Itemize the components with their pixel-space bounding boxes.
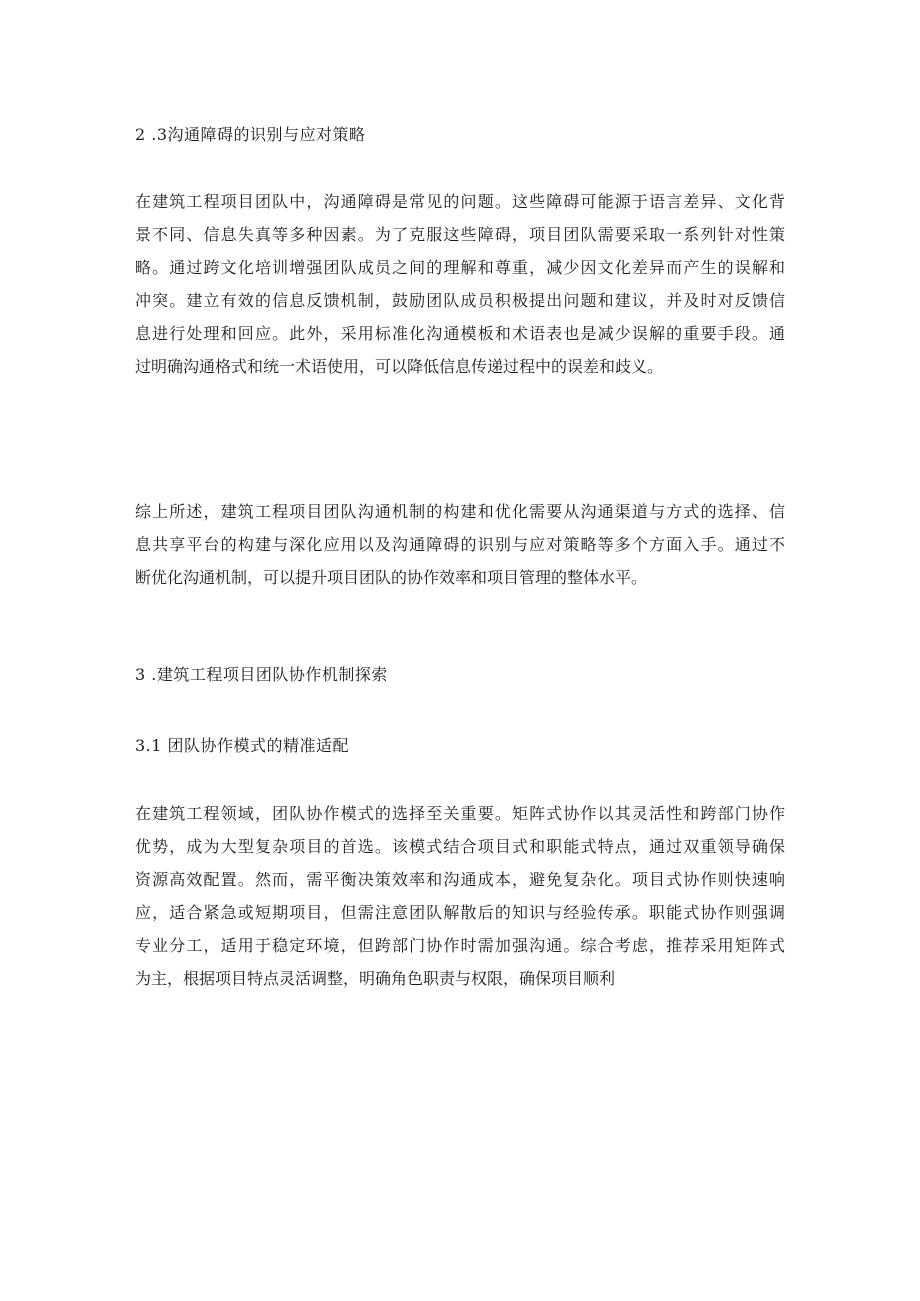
paragraph-line: 冲突。建立有效的信息反馈机制，鼓励团队成员积极提出问题和建议，并及时对反馈信 <box>135 291 785 310</box>
paragraph-line: 过明确沟通格式和统一术语使用，可以降低信息传递过程中的误差和歧义。 <box>135 357 664 376</box>
paragraph-line: 景不同、信息失真等多种因素。为了克服这些障碍，项目团队需要采取一系列针对性策 <box>135 225 785 244</box>
paragraph-summary <box>135 495 785 594</box>
paragraph-line: 专业分工，适用于稳定环境，但跨部门协作时需加强沟通。综合考虑，推荐采用矩阵式 <box>135 936 785 955</box>
section-heading-2-3: 2 .3沟通障碍的识别与应对策略 <box>135 125 366 144</box>
paragraph-line: 断优化沟通机制，可以提升项目团队的协作效率和项目管理的整体水平。 <box>135 568 648 587</box>
paragraph-line: 略。通过跨文化培训增强团队成员之间的理解和尊重，减少因文化差异而产生的误解和 <box>135 258 785 277</box>
paragraph-line: 在建筑工程项目团队中，沟通障碍是常见的问题。这些障碍可能源于语言差异、文化背 <box>135 192 785 211</box>
section-heading-3-1: 3.1 团队协作模式的精准适配 <box>135 736 350 755</box>
paragraph-line: 资源高效配置。然而，需平衡决策效率和沟通成本，避免复杂化。项目式协作则快速响 <box>135 870 785 889</box>
paragraph-line: 综上所述，建筑工程项目团队沟通机制的构建和优化需要从沟通渠道与方式的选择、信 <box>135 502 785 521</box>
paragraph-communication-barriers <box>135 185 785 383</box>
paragraph-line: 为主，根据项目特点灵活调整，明确角色职责与权限，确保项目顺利 <box>135 969 616 988</box>
paragraph-line: 息共享平台的构建与深化应用以及沟通障碍的识别与应对策略等多个方面入手。通过不 <box>135 535 785 554</box>
paragraph-line: 在建筑工程领域，团队协作模式的选择至关重要。矩阵式协作以其灵活性和跨部门协作 <box>135 804 785 823</box>
paragraph-collaboration-modes <box>135 797 785 995</box>
paragraph-line: 优势，成为大型复杂项目的首选。该模式结合项目式和职能式特点，通过双重领导确保 <box>135 837 785 856</box>
section-heading-3: 3 .建筑工程项目团队协作机制探索 <box>135 665 388 684</box>
paragraph-line: 息进行处理和回应。此外，采用标准化沟通模板和术语表也是减少误解的重要手段。通 <box>135 324 785 343</box>
paragraph-line: 应，适合紧急或短期项目，但需注意团队解散后的知识与经验传承。职能式协作则强调 <box>135 903 785 922</box>
